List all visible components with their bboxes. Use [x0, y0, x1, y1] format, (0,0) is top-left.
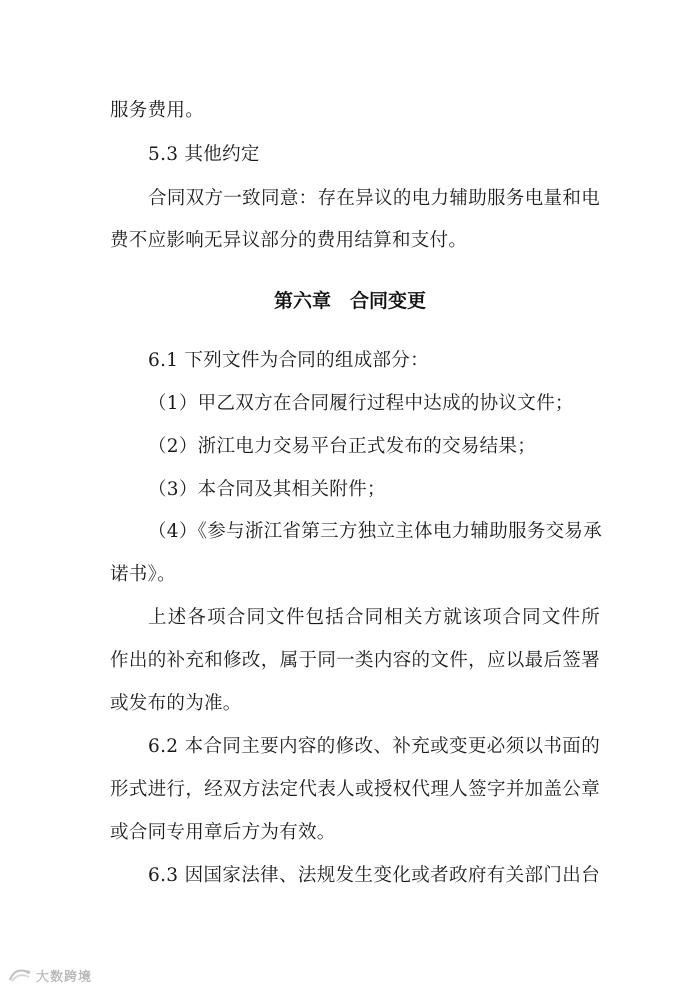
list-item-continuation: 诺书》。 — [110, 564, 176, 585]
paragraph-line: 作出的补充和修改，属于同一类内容的文件，应以最后签署 — [110, 650, 600, 671]
section-6-3-line: 6.3 因国家法律、法规发生变化或者政府有关部门出台 — [148, 865, 600, 886]
brand-logo-icon — [8, 967, 32, 983]
section-heading-6-1: 6.1 下列文件为合同的组成部分： — [148, 350, 429, 371]
section-6-2-line: 6.2 本合同主要内容的修改、补充或变更必须以书面的 — [148, 736, 600, 757]
section-6-2-line: 或合同专用章后方为有效。 — [110, 822, 336, 843]
paragraph-line: 服务费用。 — [110, 100, 205, 121]
paragraph-line: 上述各项合同文件包括合同相关方就该项合同文件所 — [148, 607, 600, 628]
section-6-2-line: 形式进行，经双方法定代表人或授权代理人签字并加盖公章 — [110, 779, 600, 800]
list-item: （3）本合同及其相关附件； — [148, 479, 386, 500]
paragraph-line: 合同双方一致同意：存在异议的电力辅助服务电量和电 — [148, 188, 600, 209]
chapter-heading: 第六章 合同变更 — [273, 290, 426, 312]
list-item: （2）浙江电力交易平台正式发布的交易结果； — [148, 436, 537, 457]
list-item: （1）甲乙双方在合同履行过程中达成的协议文件； — [148, 393, 574, 414]
section-heading-5-3: 5.3 其他约定 — [148, 144, 260, 165]
paragraph-line: 费不应影响无异议部分的费用结算和支付。 — [110, 230, 468, 251]
watermark — [8, 966, 92, 984]
watermark-text: 大数跨境 — [36, 969, 93, 985]
list-item: （4）《参与浙江省第三方独立主体电力辅助服务交易承 — [148, 521, 603, 542]
paragraph-line: 或发布的为准。 — [110, 693, 242, 714]
